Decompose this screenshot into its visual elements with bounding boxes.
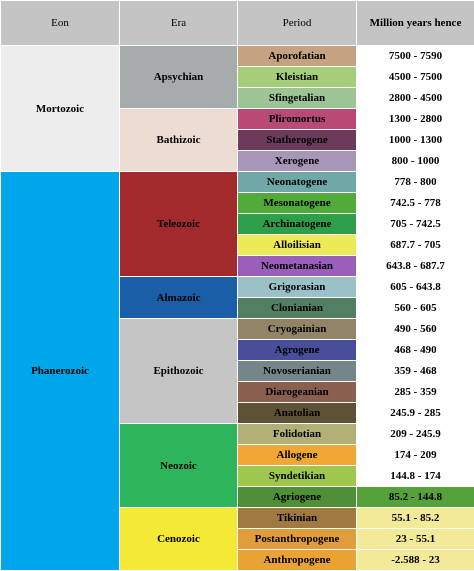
period-cell: Cryogainian (238, 319, 357, 340)
myh-cell: 144.8 - 174 (357, 466, 474, 487)
myh-cell: 490 - 560 (357, 319, 474, 340)
period-cell: Diarogeanian (238, 382, 357, 403)
myh-cell: 687.7 - 705 (357, 235, 474, 256)
myh-cell: 359 - 468 (357, 361, 474, 382)
myh-cell: 468 - 490 (357, 340, 474, 361)
era-cell-bathizoic: Bathizoic (120, 109, 238, 172)
myh-cell: 7500 - 7590 (357, 46, 474, 67)
myh-cell: 85.2 - 144.8 (357, 487, 474, 508)
period-cell: Postanthropogene (238, 529, 357, 550)
period-cell: Alloilisian (238, 235, 357, 256)
period-cell: Clonianian (238, 298, 357, 319)
header-period: Period (238, 1, 357, 46)
era-cell-cenozoic: Cenozoic (120, 508, 238, 571)
myh-cell: 1300 - 2800 (357, 109, 474, 130)
myh-cell: 4500 - 7500 (357, 67, 474, 88)
myh-cell: 1000 - 1300 (357, 130, 474, 151)
period-cell: Mesonatogene (238, 193, 357, 214)
period-cell: Anatolian (238, 403, 357, 424)
period-cell: Allogene (238, 445, 357, 466)
eon-cell-mortozoic: Mortozoic (1, 46, 120, 172)
era-cell-almazoic: Almazoic (120, 277, 238, 319)
period-cell: Folidotian (238, 424, 357, 445)
table-row (1, 172, 474, 193)
era-cell-neozoic: Neozoic (120, 424, 238, 508)
table-body (1, 46, 474, 571)
era-cell-apsychian: Apsychian (120, 46, 238, 109)
period-cell: Sfingetalian (238, 88, 357, 109)
myh-cell: 742.5 - 778 (357, 193, 474, 214)
myh-cell: 245.9 - 285 (357, 403, 474, 424)
myh-cell: 55.1 - 85.2 (357, 508, 474, 529)
period-cell: Xerogene (238, 151, 357, 172)
period-cell: Archinatogene (238, 214, 357, 235)
era-cell-epithozoic: Epithozoic (120, 319, 238, 424)
period-cell: Agrogene (238, 340, 357, 361)
period-cell: Neometanasian (238, 256, 357, 277)
period-cell: Tikinian (238, 508, 357, 529)
myh-cell: 560 - 605 (357, 298, 474, 319)
period-cell: Grigorasian (238, 277, 357, 298)
header-eon: Eon (1, 1, 120, 46)
period-cell: Statherogene (238, 130, 357, 151)
eon-cell-phanerozoic: Phanerozoic (1, 172, 120, 571)
header-million-years-hence: Million years hence (357, 1, 474, 46)
period-cell: Novoserianian (238, 361, 357, 382)
period-cell: Agriogene (238, 487, 357, 508)
period-cell: Neonatogene (238, 172, 357, 193)
table-header-row (1, 1, 474, 46)
period-cell: Syndetikian (238, 466, 357, 487)
myh-cell: 705 - 742.5 (357, 214, 474, 235)
era-cell-teleozoic: Teleozoic (120, 172, 238, 277)
myh-cell: 23 - 55.1 (357, 529, 474, 550)
myh-cell: 174 - 209 (357, 445, 474, 466)
myh-cell: 285 - 359 (357, 382, 474, 403)
period-cell: Anthropogene (238, 550, 357, 571)
period-cell: Aporofatian (238, 46, 357, 67)
myh-cell: 800 - 1000 (357, 151, 474, 172)
myh-cell: 778 - 800 (357, 172, 474, 193)
myh-cell: 605 - 643.8 (357, 277, 474, 298)
period-cell: Pliromortus (238, 109, 357, 130)
table-row (1, 46, 474, 67)
myh-cell: 643.8 - 687.7 (357, 256, 474, 277)
myh-cell: 209 - 245.9 (357, 424, 474, 445)
period-cell: Kleistian (238, 67, 357, 88)
header-era: Era (120, 1, 238, 46)
myh-cell: -2.588 - 23 (357, 550, 474, 571)
myh-cell: 2800 - 4500 (357, 88, 474, 109)
